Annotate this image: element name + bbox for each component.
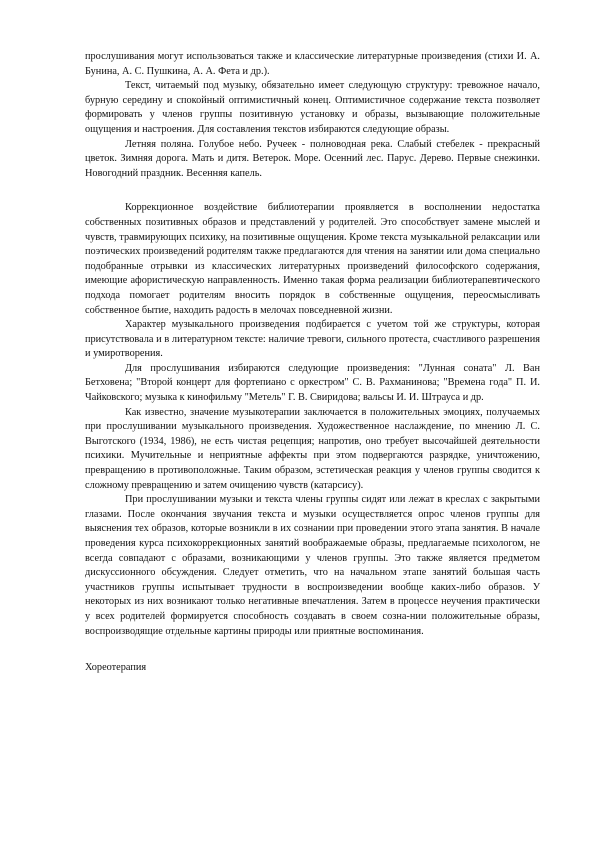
document-body (85, 50, 540, 676)
section-heading: Хореотерапия (85, 662, 147, 674)
paragraph-listening-process: При прослушивании музыки и текста члены группы сидят или лежат в креслах с закрытыми глазами. После окончания звучания текста и музыки осуществляется опрос членов группы для выяснения тех образов, которые возникли в их сознании при проведении этого этапа занятия. В начале проведения курса психокоррекционных занятий воображаемые образы, предлагаемые психологом, не всегда совпадают с образами, возникающими у членов группы. Это также является предметом дискуссионного обсуждения. Следует отметить, что на начальном этапе занятий большая часть участников группы испытывает трудности в воспроизведении вообще каких-либо образов. У некоторых из них возникают только негативные впечатления. Затем в процессе неучения практически у всех родителей формируется способность создавать в своем созна-нии положительные образы, воспроизводящие отдельные картины природы или приятные воспоминания. (85, 494, 540, 637)
paragraph-images-list: Летняя поляна. Голубое небо. Ручеек - полноводная река. Слабый стебелек - прекрасный цветок. Зимняя дорога. Мать и дитя. Ветерок. Море. Осенний лес. Парус. Дерево. Первые снежинки. Новогодний праздник. Весенняя капель. (85, 138, 540, 179)
paragraph-gap (85, 639, 540, 661)
paragraph-continuation: прослушивания могут использоваться также и классические литературные произведения (стихи И. А. Бунина, А. С. Пушкина, А. А. Фета и др.). (85, 51, 540, 77)
paragraph-music-character: Характер музыкального произведения подбирается с учетом той же структуры, которая присутствовала и в литературном тексте: наличие тревоги, сильного протеста, счастливого разрешения и умиротворения. (85, 319, 540, 360)
paragraph-text-structure: Текст, читаемый под музыку, обязательно имеет следующую структуру: тревожное начало, бурную середину и спокойный оптимистичный конец. Оптимистичное содержание текста позволяет формировать у членов группы позитивную установку и образы, вызывающие положительные ощущения и настроения. Для составления текстов избираются следующие образы. (85, 80, 540, 135)
paragraph-music-list: Для прослушивания избираются следующие произведения: "Лунная соната" Л. Ван Бетховена; "Второй концерт для фортепиано с оркестром" С. В. Рахманинова; "Времена года" П. И. Чайковского; музыка к кинофильму "Метель" Г. В. Свиридова; вальсы И. И. Штрауса и др. (85, 362, 540, 404)
paragraph-gap (85, 181, 540, 201)
paragraph-bibliotherapy: Коррекционное воздействие библиотерапии проявляется в восполнении недостатка собственных позитивных образов и представлений у родителей. Это способствует замене мыслей и чувств, травмирующих психику, на позитивные ощущения. Кроме текста музыкальной релаксации или поэтических произведений родителям также предлагаются для чтения на занятии или дома специально подобранные отрывки из классических литературных произведений философского содержания, имеющие афористическую направленность. Именно такая форма реализации библиотерапевтического подхода помогает родителям вносить порядок в собственные ощущения, переосмысливать собственное бытие, находить радость в мелочах повседневной жизни. (85, 202, 540, 316)
paragraph-music-therapy: Как известно, значение музыкотерапии заключается в положительных эмоциях, получаемых при прослушивании музыкального произведения. Художественное наслаждение, по мнению Л. С. Выготского (1934, 1986), не есть чистая рецепция; напротив, оно требует высочайшей деятельности психики. Мучительные и неприятные аффекты при этом подвергаются разрядке, уничтожению, превращению в противоположные. Таким образом, эстетическая реакция у членов группы сводится к сложному превращению и затем очищению чувств (катарсису). (85, 406, 540, 491)
